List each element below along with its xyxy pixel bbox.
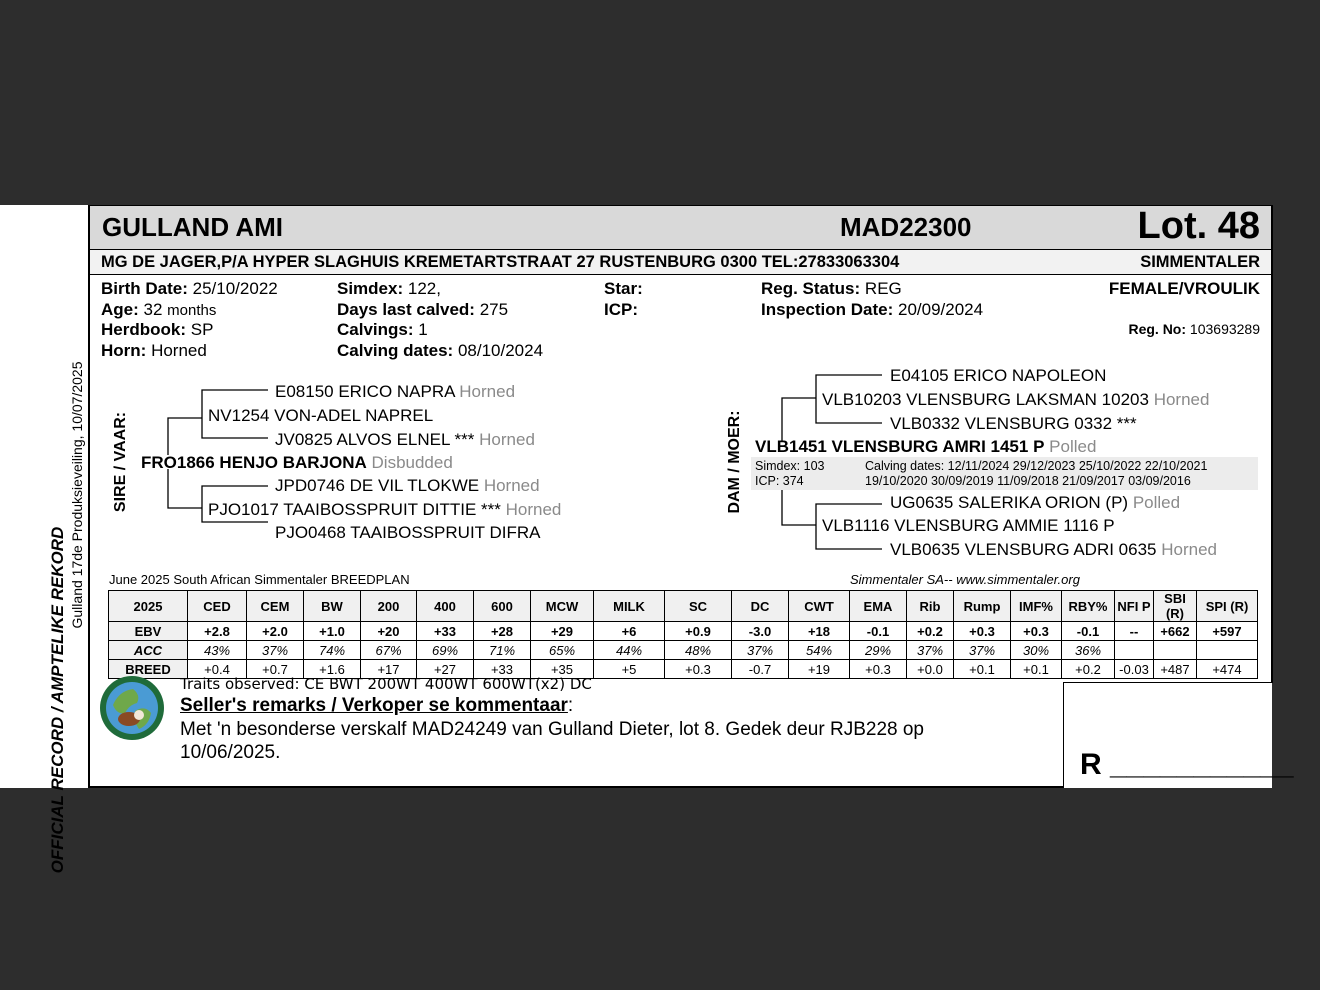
ebv-header-cell: 400 [417, 591, 474, 622]
ebv-cell: +33 [417, 622, 474, 641]
ebv-cell: +662 [1154, 622, 1197, 641]
sire-sire: NV1254 VON-ADEL NAPREL [208, 406, 434, 425]
calving-dates: Calving dates: 08/10/2024 [337, 341, 544, 360]
breed-cell: -0.03 [1115, 660, 1154, 679]
ebv-cell: +0.3 [1011, 622, 1062, 641]
acc-cell: 37% [954, 641, 1011, 660]
herdbook: Herdbook: SP [101, 320, 214, 339]
ebv-header-cell: EMA [850, 591, 907, 622]
acc-cell: 43% [188, 641, 247, 660]
ebv-header-cell: CED [188, 591, 247, 622]
ebv-header-cell: MILK [594, 591, 665, 622]
ebv-header-cell: 200 [361, 591, 417, 622]
breed-cell: +0.4 [188, 660, 247, 679]
star-label: Star: [604, 279, 643, 298]
sire-vertical-label: SIRE / VAAR: [112, 411, 129, 513]
ebv-cell: +1.0 [304, 622, 361, 641]
sire-dam: PJO1017 TAAIBOSSPRUIT DITTIE *** Horned [208, 500, 562, 519]
acc-cell [1115, 641, 1154, 660]
left-border [88, 205, 90, 788]
sire-sire-sire: E08150 ERICO NAPRA Horned [275, 382, 516, 401]
lot-number: Lot. 48 [1137, 205, 1260, 247]
ebv-header-cell: Rump [954, 591, 1011, 622]
sire-dam-dam: PJO0468 TAAIBOSSPRUIT DIFRA [275, 523, 541, 542]
ebv-cell: +0.2 [907, 622, 954, 641]
icp-label: ICP: [604, 300, 638, 319]
breed-cell: +1.6 [304, 660, 361, 679]
ebv-row [109, 622, 1258, 641]
dam-dam-dam: VLB0635 VLENSBURG ADRI 0635 Horned [890, 540, 1217, 559]
breed-row-label: BREED [109, 660, 188, 679]
dam-calving-dates-2: 19/10/2020 30/09/2019 11/09/2018 21/09/2017 03/09/2016 [865, 474, 1191, 488]
acc-cell: 69% [417, 641, 474, 660]
simdex: Simdex: 122, [337, 279, 441, 298]
acc-cell: 37% [907, 641, 954, 660]
ebv-table [108, 590, 1258, 679]
acc-cell: 74% [304, 641, 361, 660]
breed-cell: +0.1 [954, 660, 1011, 679]
owner-address: MG DE JAGER,P/A HYPER SLAGHUIS KREMETARTSTRAAT 27 RUSTENBURG 0300 TEL:27833063304 [101, 253, 900, 271]
dam-dam: VLB1116 VLENSBURG AMMIE 1116 P [822, 516, 1115, 535]
ebv-cell: +29 [531, 622, 594, 641]
breedplan-source: Simmentaler SA-- www.simmentaler.org [850, 572, 1080, 587]
remarks-line-1: Met 'n besonderse verskalf MAD24249 van Gulland Dieter, lot 8. Gedek deur RJB228 op [180, 719, 924, 740]
animal-name: GULLAND AMI [102, 212, 284, 242]
breed-cell: +474 [1197, 660, 1258, 679]
ebv-header-cell: 600 [474, 591, 531, 622]
ebv-header-cell: Rib [907, 591, 954, 622]
ebv-header-cell: RBY% [1062, 591, 1115, 622]
dam-icp: ICP: 374 [755, 474, 804, 488]
ebv-header-cell: NFI P [1115, 591, 1154, 622]
ebv-header-cell: MCW [531, 591, 594, 622]
breed-cell: +19 [789, 660, 850, 679]
price-label: R ___________ [1080, 748, 1294, 781]
breed-cell: +0.3 [665, 660, 732, 679]
breed-cell: +487 [1154, 660, 1197, 679]
acc-row [109, 641, 1258, 660]
official-record-label: OFFICIAL RECORD / AMPTELIKE REKORD [48, 526, 67, 874]
acc-cell: 65% [531, 641, 594, 660]
ebv-cell: +28 [474, 622, 531, 641]
traits-observed: Traits observed: CE BWT 200WT 400WT 600WT(x2) DC [180, 675, 592, 693]
ebv-cell: +6 [594, 622, 665, 641]
simmentaler-globe-logo-icon [99, 675, 165, 741]
breed-cell: +0.3 [850, 660, 907, 679]
breedplan-title: June 2025 South African Simmentaler BREEDPLAN [109, 572, 410, 587]
acc-cell: 30% [1011, 641, 1062, 660]
dam-sire-sire: E04105 ERICO NAPOLEON [890, 366, 1107, 385]
dam-sire: VLB10203 VLENSBURG LAKSMAN 10203 Horned [822, 390, 1210, 409]
lot-card [0, 205, 1294, 874]
ebv-header-cell: IMF% [1011, 591, 1062, 622]
ebv-cell: +2.0 [247, 622, 304, 641]
breed-cell: +27 [417, 660, 474, 679]
breed-cell: +17 [361, 660, 417, 679]
ebv-cell: +20 [361, 622, 417, 641]
breed-cell: +0.2 [1062, 660, 1115, 679]
dam-vertical-label: DAM / MOER: [726, 410, 743, 514]
ebv-cell: -- [1115, 622, 1154, 641]
sire-sire-dam: JV0825 ALVOS ELNEL *** Horned [275, 430, 535, 449]
remarks-line-2: 10/06/2025. [180, 742, 281, 763]
dam-dam-sire: UG0635 SALERIKA ORION (P) Polled [890, 493, 1181, 512]
dam-calving-dates-1: Calving dates: 12/11/2024 29/12/2023 25/10/2022 22/10/2021 [865, 459, 1208, 473]
ebv-header-row-label: 2025 [109, 591, 188, 622]
sex-label: FEMALE/VROULIK [1108, 279, 1260, 298]
acc-cell: 37% [247, 641, 304, 660]
ebv-cell: -0.1 [850, 622, 907, 641]
acc-cell: 48% [665, 641, 732, 660]
breed-cell: +5 [594, 660, 665, 679]
ebv-row-label: EBV [109, 622, 188, 641]
ebv-header-cell: SC [665, 591, 732, 622]
breed-cell: +0.0 [907, 660, 954, 679]
bottom-border [88, 786, 1064, 788]
ebv-cell: -0.1 [1062, 622, 1115, 641]
ebv-header-cell: DC [732, 591, 789, 622]
breed-cell: +0.1 [1011, 660, 1062, 679]
breed-cell: +35 [531, 660, 594, 679]
inspection-date: Inspection Date: 20/09/2024 [761, 300, 984, 319]
registration-number: Reg. No: 103693289 [1128, 321, 1260, 337]
ebv-header-cell: SBI (R) [1154, 591, 1197, 622]
acc-row-label: ACC [109, 641, 188, 660]
ebv-cell: +0.9 [665, 622, 732, 641]
acc-cell [1154, 641, 1197, 660]
dam-name: VLB1451 VLENSBURG AMRI 1451 P Polled [755, 437, 1097, 456]
auction-label: Gulland 17de Produksieveiling, 10/07/2025 [69, 361, 85, 629]
calvings: Calvings: 1 [337, 320, 428, 339]
ebv-header-cell: BW [304, 591, 361, 622]
breed-cell: -0.7 [732, 660, 789, 679]
ebv-cell: +18 [789, 622, 850, 641]
sire-name: FRO1866 HENJO BARJONA Disbudded [141, 453, 453, 472]
dam-sire-dam: VLB0332 VLENSBURG 0332 *** [890, 414, 1137, 433]
acc-cell: 71% [474, 641, 531, 660]
registration-code: MAD22300 [840, 212, 972, 242]
ebv-cell: -3.0 [732, 622, 789, 641]
ebv-header-cell: CWT [789, 591, 850, 622]
ebv-cell: +0.3 [954, 622, 1011, 641]
horn-status: Horn: Horned [101, 341, 207, 360]
reg-status: Reg. Status: REG [761, 279, 902, 298]
breed-cell: +33 [474, 660, 531, 679]
acc-cell: 37% [732, 641, 789, 660]
ebv-header-row [109, 591, 1258, 622]
acc-cell: 44% [594, 641, 665, 660]
acc-cell: 67% [361, 641, 417, 660]
right-border [1271, 205, 1273, 683]
ebv-cell: +597 [1197, 622, 1258, 641]
breed-name: SIMMENTALER [1140, 253, 1260, 271]
ebv-cell: +2.8 [188, 622, 247, 641]
days-last-calved: Days last calved: 275 [337, 300, 509, 319]
breed-cell: +0.7 [247, 660, 304, 679]
dam-simdex: Simdex: 103 [755, 459, 825, 473]
sire-dam-sire: JPD0746 DE VIL TLOKWE Horned [275, 476, 540, 495]
ebv-header-cell: CEM [247, 591, 304, 622]
sellers-remarks-heading: Seller's remarks / Verkoper se kommentaar: [180, 695, 574, 716]
ebv-header-cell: SPI (R) [1197, 591, 1258, 622]
acc-cell [1197, 641, 1258, 660]
birth-date: Birth Date: 25/10/2022 [101, 279, 278, 298]
acc-cell: 54% [789, 641, 850, 660]
acc-cell: 36% [1062, 641, 1115, 660]
acc-cell: 29% [850, 641, 907, 660]
age: Age: 32 months [101, 300, 217, 319]
